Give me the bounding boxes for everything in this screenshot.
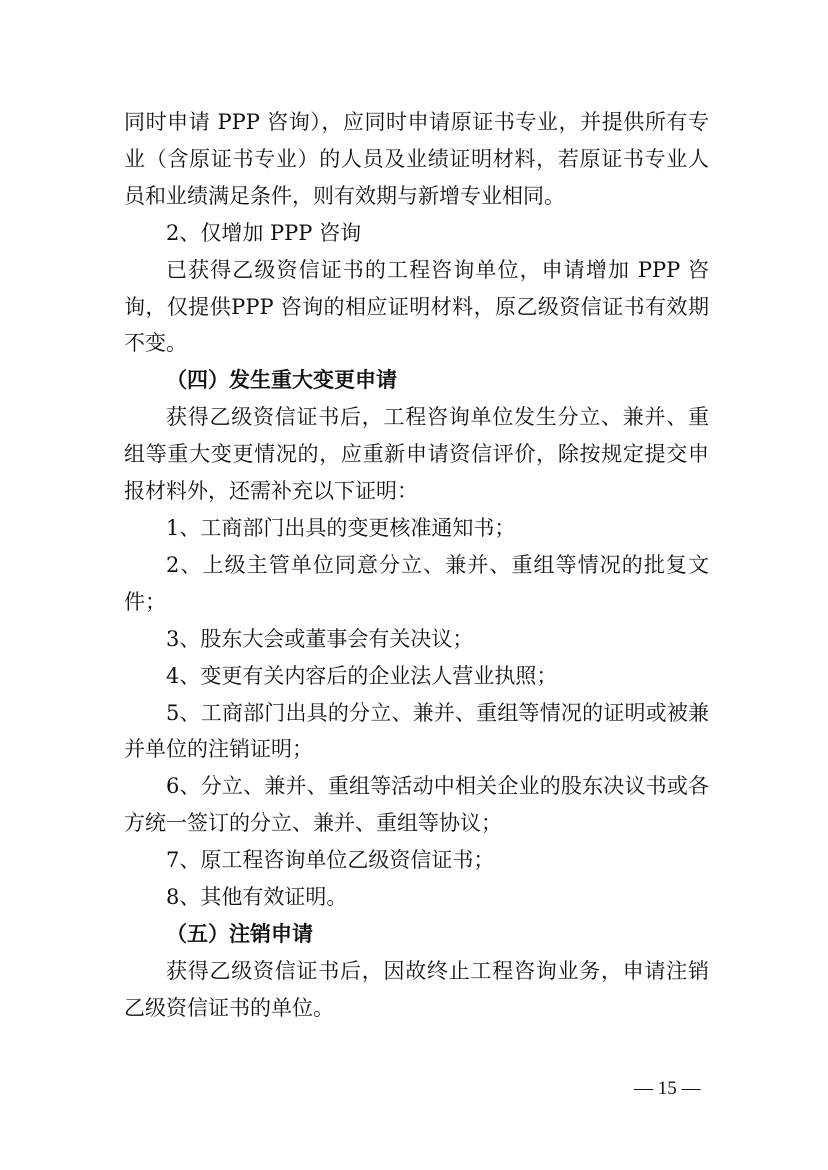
list-item-8: 8、其他有效证明。 bbox=[166, 885, 348, 910]
body-text bbox=[124, 104, 709, 1027]
list-item-1: 1、工商部门出具的变更核准通知书； bbox=[166, 515, 516, 540]
page-number: — 15 — bbox=[634, 1078, 701, 1099]
list-item-5: 5、工商部门出具的分立、兼并、重组等情况的证明或被兼并单位的注销证明； bbox=[124, 700, 709, 762]
list-item-4: 4、变更有关内容后的企业法人营业执照； bbox=[166, 663, 558, 688]
paragraph-ppp-description: 已获得乙级资信证书的工程咨询单位，申请增加 PPP 咨询，仅提供PPP 咨询的相应证明材料，原乙级资信证书有效期不变。 bbox=[124, 257, 709, 356]
paragraph-cancellation-description: 获得乙级资信证书后，因故终止工程咨询业务，申请注销乙级资信证书的单位。 bbox=[124, 958, 709, 1020]
paragraph-continuation: 同时申请 PPP 咨询），应同时申请原证书专业，并提供所有专业（含原证书专业）的人员及业绩证明材料，若原证书专业人员和业绩满足条件，则有效期与新增专业相同。 bbox=[124, 110, 709, 208]
section-heading-major-change: （四）发生重大变更申请 bbox=[166, 367, 397, 393]
section-heading-cancellation: （五）注销申请 bbox=[166, 920, 313, 946]
paragraph-item-ppp-only: 2、仅增加 PPP 咨询 bbox=[166, 220, 362, 245]
list-item-3: 3、股东大会或董事会有关决议； bbox=[166, 626, 474, 651]
paragraph-major-change-description: 获得乙级资信证书后，工程咨询单位发生分立、兼并、重组等重大变更情况的，应重新申请资信评价，除按规定提交申报材料外，还需补充以下证明： bbox=[124, 405, 709, 504]
list-item-7: 7、原工程咨询单位乙级资信证书； bbox=[166, 848, 495, 873]
list-item-6: 6、分立、兼并、重组等活动中相关企业的股东决议书或各方统一签订的分立、兼并、重组等协议； bbox=[124, 774, 709, 836]
list-item-2: 2、上级主管单位同意分立、兼并、重组等情况的批复文件； bbox=[124, 552, 709, 614]
